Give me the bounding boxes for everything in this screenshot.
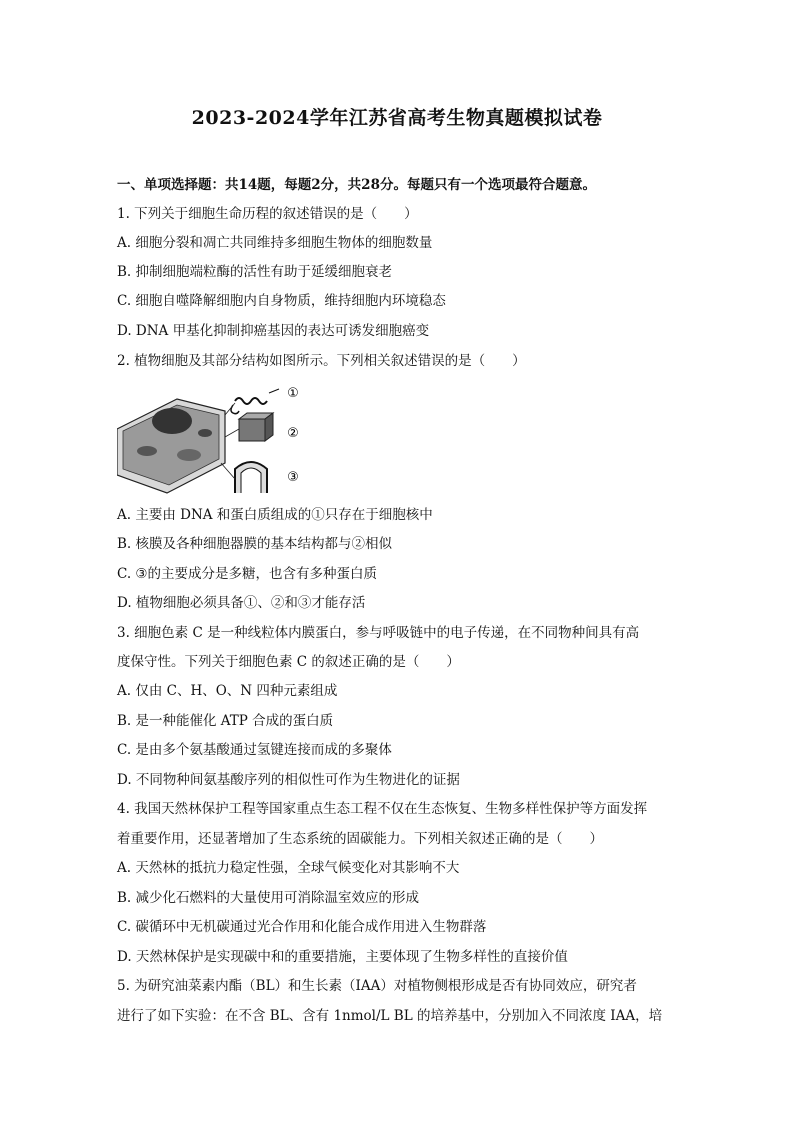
connector-line — [221, 463, 235, 479]
section-heading: 一、单项选择题：共14题，每题2分，共28分。每题只有一个选项最符合题意。 — [117, 177, 596, 193]
question-3-option-b: B. 是一种能催化 ATP 合成的蛋白质 — [117, 713, 334, 729]
question-2-stem: 2. 植物细胞及其部分结构如图所示。下列相关叙述错误的是（ ） — [117, 353, 526, 369]
question-3-stem: 3. 细胞色素 C 是一种线粒体内膜蛋白，参与呼吸链中的电子传递，在不同物种间具有高 — [117, 625, 640, 641]
question-3-option-c: C. 是由多个氨基酸通过氢键连接而成的多聚体 — [117, 742, 392, 758]
question-2-option-c: C. ③的主要成分是多糖，也含有多种蛋白质 — [117, 566, 378, 582]
figure-label-2: ② — [287, 426, 299, 441]
question-2-option-d: D. 植物细胞必须具备①、②和③才能存活 — [117, 595, 366, 611]
question-4-stem-cont: 着重要作用，还显著增加了生态系统的固碳能力。下列相关叙述正确的是（ ） — [117, 831, 603, 847]
question-2-option-b: B. 核膜及各种细胞器膜的基本结构都与②相似 — [117, 536, 393, 552]
figure-label-3: ③ — [287, 470, 299, 485]
organelle-shape — [177, 449, 201, 461]
question-4-option-c: C. 碳循环中无机碳通过光合作用和化能合成作用进入生物群落 — [117, 919, 487, 935]
question-3-option-a: A. 仅由 C、H、O、N 四种元素组成 — [117, 683, 338, 699]
question-5-stem: 5. 为研究油菜素内酯（BL）和生长素（IAA）对植物侧根形成是否有协同效应，研究者 — [117, 978, 637, 994]
question-4-option-a: A. 天然林的抵抗力稳定性强，全球气候变化对其影响不大 — [117, 860, 460, 876]
question-3-option-d: D. 不同物种间氨基酸序列的相似性可作为生物进化的证据 — [117, 772, 460, 788]
question-4-stem: 4. 我国天然林保护工程等国家重点生态工程不仅在生态恢复、生物多样性保护等方面发挥 — [117, 801, 648, 817]
question-5-stem-cont: 进行了如下实验：在不含 BL、含有 1nmol/L BL 的培养基中，分别加入不同浓度 IAA，培 — [117, 1008, 663, 1024]
question-1-stem: 1. 下列关于细胞生命历程的叙述错误的是（ ） — [117, 206, 418, 222]
document-title: 2023-2024学年江苏省高考生物真题模拟试卷 — [191, 107, 603, 129]
cell-wall-inner-shape — [241, 468, 261, 493]
organelle-shape — [198, 429, 212, 437]
connector-line — [225, 429, 239, 437]
question-1-option-b: B. 抑制细胞端粒酶的活性有助于延缓细胞衰老 — [117, 264, 393, 280]
pointer-line — [269, 389, 279, 393]
nucleus-shape — [152, 408, 192, 434]
plant-cell-figure — [117, 381, 307, 499]
question-1-option-a: A. 细胞分裂和凋亡共同维持多细胞生物体的细胞数量 — [117, 235, 433, 251]
question-1-option-c: C. 细胞自噬降解细胞内自身物质，维持细胞内环境稳态 — [117, 293, 446, 309]
question-2-option-a: A. 主要由 DNA 和蛋白质组成的①只存在于细胞核中 — [117, 507, 433, 523]
question-4-option-d: D. 天然林保护是实现碳中和的重要措施，主要体现了生物多样性的直接价值 — [117, 949, 568, 965]
membrane-block-icon — [239, 419, 265, 441]
question-3-stem-cont: 度保守性。下列关于细胞色素 C 的叙述正确的是（ ） — [117, 654, 460, 670]
figure-label-1: ① — [287, 386, 299, 401]
plant-cell-diagram — [117, 381, 307, 499]
chromosome-icon — [235, 398, 267, 404]
organelle-shape — [137, 446, 157, 456]
question-4-option-b: B. 减少化石燃料的大量使用可消除温室效应的形成 — [117, 890, 420, 906]
question-1-option-d: D. DNA 甲基化抑制抑癌基因的表达可诱发细胞癌变 — [117, 323, 430, 339]
